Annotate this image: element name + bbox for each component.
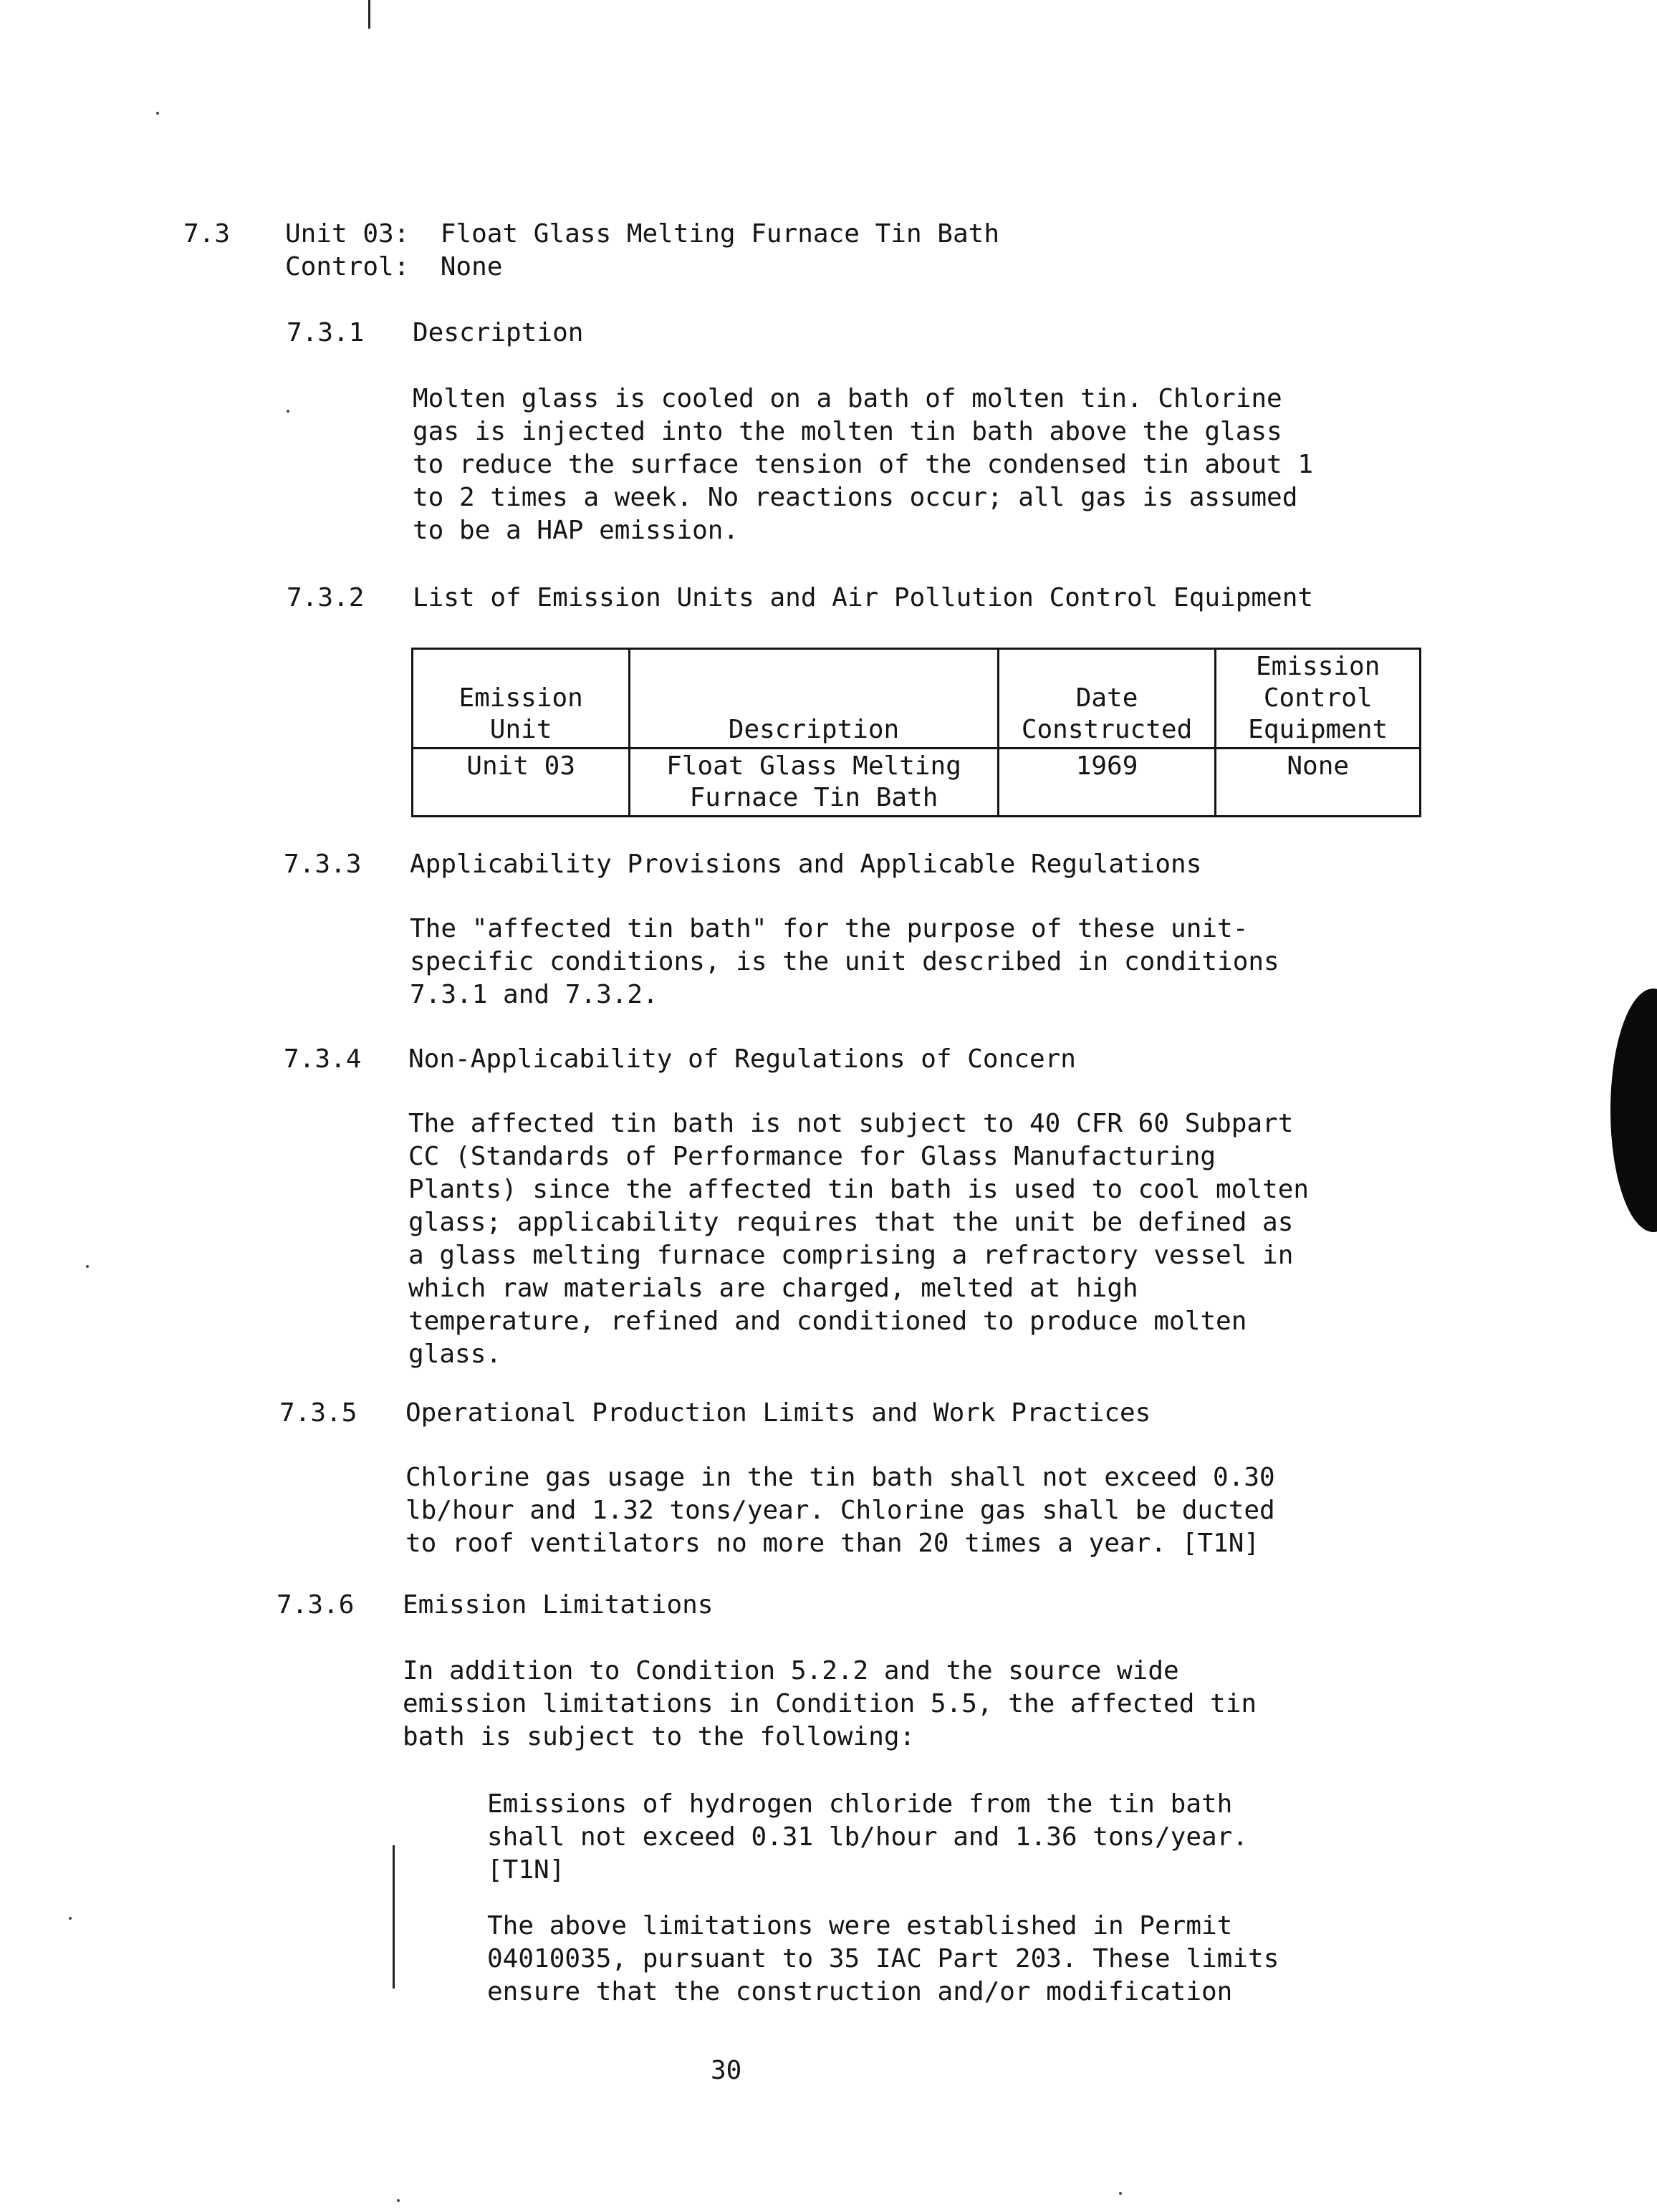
section-7-3-5-number: 7.3.5 bbox=[279, 1398, 357, 1428]
cell-control-equipment: None bbox=[1216, 749, 1421, 817]
section-7-3-1-body: Molten glass is cooled on a bath of molten tin. Chlorine gas is injected into the molten tin bath above the glass to reduce the surface tension of the condensed tin about 1 to 2 times a week. No reactions occur; all gas is assumed to be a HAP emission. bbox=[413, 384, 1314, 545]
section-7-3-6-body: In addition to Condition 5.2.2 and the source wide emission limitations in Condition 5.5, the affected tin bath is subject to the following: bbox=[403, 1656, 1257, 1751]
section-7-3-3-body: The "affected tin bath" for the purpose of these unit- specific conditions, is the unit described in conditions 7.3.1 and 7.3.2. bbox=[410, 914, 1279, 1009]
scan-speck bbox=[69, 1917, 72, 1920]
scan-speck bbox=[287, 410, 289, 413]
section-7-3-6-basis: The above limitations were established in Permit 04010035, pursuant to 35 IAC Part 203. These limits ensure that the construction and/or modification bbox=[487, 1911, 1279, 2006]
section-7-3-6-number: 7.3.6 bbox=[277, 1590, 355, 1620]
section-7-3-1-title: Description bbox=[413, 318, 584, 347]
scan-mark-top bbox=[368, 0, 370, 29]
section-7-3-4-number: 7.3.4 bbox=[284, 1044, 362, 1074]
scan-speck bbox=[397, 2199, 400, 2202]
emission-units-table bbox=[411, 648, 1421, 817]
table-header-row bbox=[413, 649, 1421, 749]
scan-speck bbox=[1119, 2192, 1122, 2195]
control-line: Control: None bbox=[285, 252, 503, 282]
scan-speck bbox=[156, 112, 159, 115]
table-row bbox=[413, 749, 1421, 817]
section-7-3-4-body: The affected tin bath is not subject to 40 CFR 60 Subpart CC (Standards of Performance for Glass Manufacturing Plants) since the affected tin bath is used to cool molten glass; applicability requires that the unit be defined as a glass melting furnace comprising a refractory vessel in which raw materials are charged, melted at high temperature, refined and conditioned to produce molten glass. bbox=[408, 1109, 1310, 1369]
section-7-3-5-body: Chlorine gas usage in the tin bath shall not exceed 0.30 lb/hour and 1.32 tons/year. Chlorine gas shall be ducted to roof ventilators no more than 20 times a year. [T1N] bbox=[405, 1463, 1275, 1558]
section-7-3-6-limit: Emissions of hydrogen chloride from the tin bath shall not exceed 0.31 lb/hour and 1.36 tons/year. [T1N] bbox=[487, 1789, 1249, 1885]
section-7-3-6-title: Emission Limitations bbox=[403, 1590, 714, 1620]
section-7-3-3-number: 7.3.3 bbox=[284, 850, 362, 879]
section-7-3-4-title: Non-Applicability of Regulations of Concern bbox=[408, 1044, 1076, 1074]
column-header-date-constructed: Date Constructed bbox=[998, 649, 1216, 749]
change-bar bbox=[393, 1845, 395, 1989]
cell-emission-unit: Unit 03 bbox=[413, 749, 630, 817]
unit-line: Unit 03: Float Glass Melting Furnace Tin Bath bbox=[285, 219, 999, 249]
cell-date-constructed: 1969 bbox=[998, 749, 1216, 817]
scan-speck bbox=[86, 1265, 89, 1268]
column-header-control-equipment: Emission Control Equipment bbox=[1216, 649, 1421, 749]
column-header-emission-unit: Emission Unit bbox=[413, 649, 630, 749]
section-number: 7.3 bbox=[183, 219, 231, 249]
section-7-3-1-number: 7.3.1 bbox=[287, 318, 365, 347]
page-number: 30 bbox=[711, 2056, 742, 2085]
section-7-3-5-title: Operational Production Limits and Work Practices bbox=[405, 1398, 1151, 1428]
scan-binder-shadow bbox=[1610, 989, 1657, 1232]
section-7-3-2-title: List of Emission Units and Air Pollution Control Equipment bbox=[413, 583, 1314, 612]
cell-description: Float Glass Melting Furnace Tin Bath bbox=[630, 749, 998, 817]
section-7-3-2-number: 7.3.2 bbox=[287, 583, 365, 612]
column-header-description: Description bbox=[630, 649, 998, 749]
section-7-3-3-title: Applicability Provisions and Applicable Regulations bbox=[410, 850, 1202, 879]
